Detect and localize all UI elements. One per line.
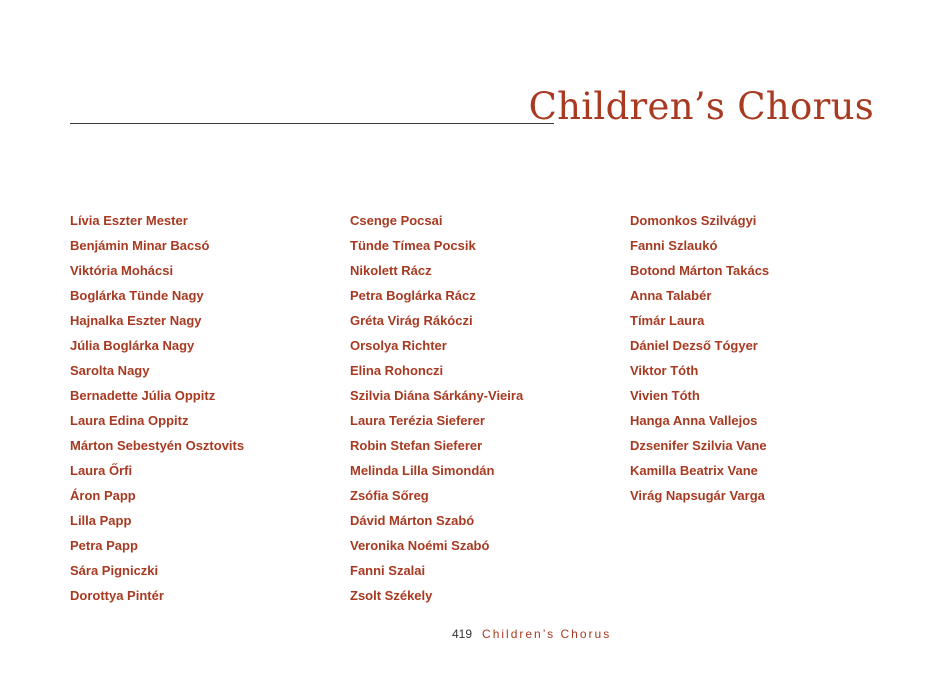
list-item: Gréta Virág Rákóczi xyxy=(350,313,473,328)
list-item: Dzsenifer Szilvia Vane xyxy=(630,438,767,453)
list-item: Benjámin Minar Bacsó xyxy=(70,238,210,253)
list-item: Petra Boglárka Rácz xyxy=(350,288,476,303)
list-item: Fanni Szlaukó xyxy=(630,238,718,253)
list-item: Hajnalka Eszter Nagy xyxy=(70,313,202,328)
list-item: Fanni Szalai xyxy=(350,563,426,578)
list-item: Melinda Lilla Simondán xyxy=(350,463,495,478)
name-column-2 xyxy=(350,208,523,608)
name-column-1 xyxy=(70,208,244,608)
list-item: Viktor Tóth xyxy=(630,363,699,378)
list-item: Nikolett Rácz xyxy=(350,263,432,278)
list-item: Sarolta Nagy xyxy=(70,363,150,378)
title-rule xyxy=(70,123,554,124)
page-title: Children’s Chorus xyxy=(528,85,874,128)
list-item: Tünde Tímea Pocsik xyxy=(350,238,476,253)
list-item: Zsófia Sőreg xyxy=(350,488,429,503)
list-item: Laura Edina Oppitz xyxy=(70,413,189,428)
list-item: Áron Papp xyxy=(70,488,136,503)
list-item: Orsolya Richter xyxy=(350,338,447,353)
list-item: Bernadette Júlia Oppitz xyxy=(70,388,216,403)
list-item: Boglárka Tünde Nagy xyxy=(70,288,204,303)
list-item: Veronika Noémi Szabó xyxy=(350,538,490,553)
list-item: Csenge Pocsai xyxy=(350,213,443,228)
list-item: Zsolt Székely xyxy=(350,588,433,603)
list-item: Lilla Papp xyxy=(70,513,132,528)
list-item: Vivien Tóth xyxy=(630,388,700,403)
list-item: Tímár Laura xyxy=(630,313,705,328)
running-title: Children’s Chorus xyxy=(482,627,612,641)
list-item: Laura Őrfi xyxy=(70,463,133,478)
list-item: Márton Sebestyén Osztovits xyxy=(70,438,245,453)
list-item: Júlia Boglárka Nagy xyxy=(70,338,195,353)
list-item: Elina Rohonczi xyxy=(350,363,444,378)
list-item: Dávid Márton Szabó xyxy=(350,513,475,528)
page-number: 419 xyxy=(452,627,473,641)
list-item: Petra Papp xyxy=(70,538,138,553)
list-item: Virág Napsugár Varga xyxy=(630,488,765,503)
list-item: Dorottya Pintér xyxy=(70,588,164,603)
list-item: Kamilla Beatrix Vane xyxy=(630,463,758,478)
list-item: Dániel Dezső Tógyer xyxy=(630,338,758,353)
page-footer xyxy=(452,627,611,641)
list-item: Sára Pigniczki xyxy=(70,563,159,578)
name-column-3 xyxy=(630,208,769,508)
list-item: Botond Márton Takács xyxy=(630,263,770,278)
list-item: Domonkos Szilvágyi xyxy=(630,213,757,228)
list-item: Anna Talabér xyxy=(630,288,712,303)
list-item: Robin Stefan Sieferer xyxy=(350,438,483,453)
list-item: Hanga Anna Vallejos xyxy=(630,413,758,428)
list-item: Viktória Mohácsi xyxy=(70,263,174,278)
list-item: Szilvia Diána Sárkány-Vieira xyxy=(350,388,524,403)
list-item: Lívia Eszter Mester xyxy=(70,213,188,228)
list-item: Laura Terézia Sieferer xyxy=(350,413,485,428)
